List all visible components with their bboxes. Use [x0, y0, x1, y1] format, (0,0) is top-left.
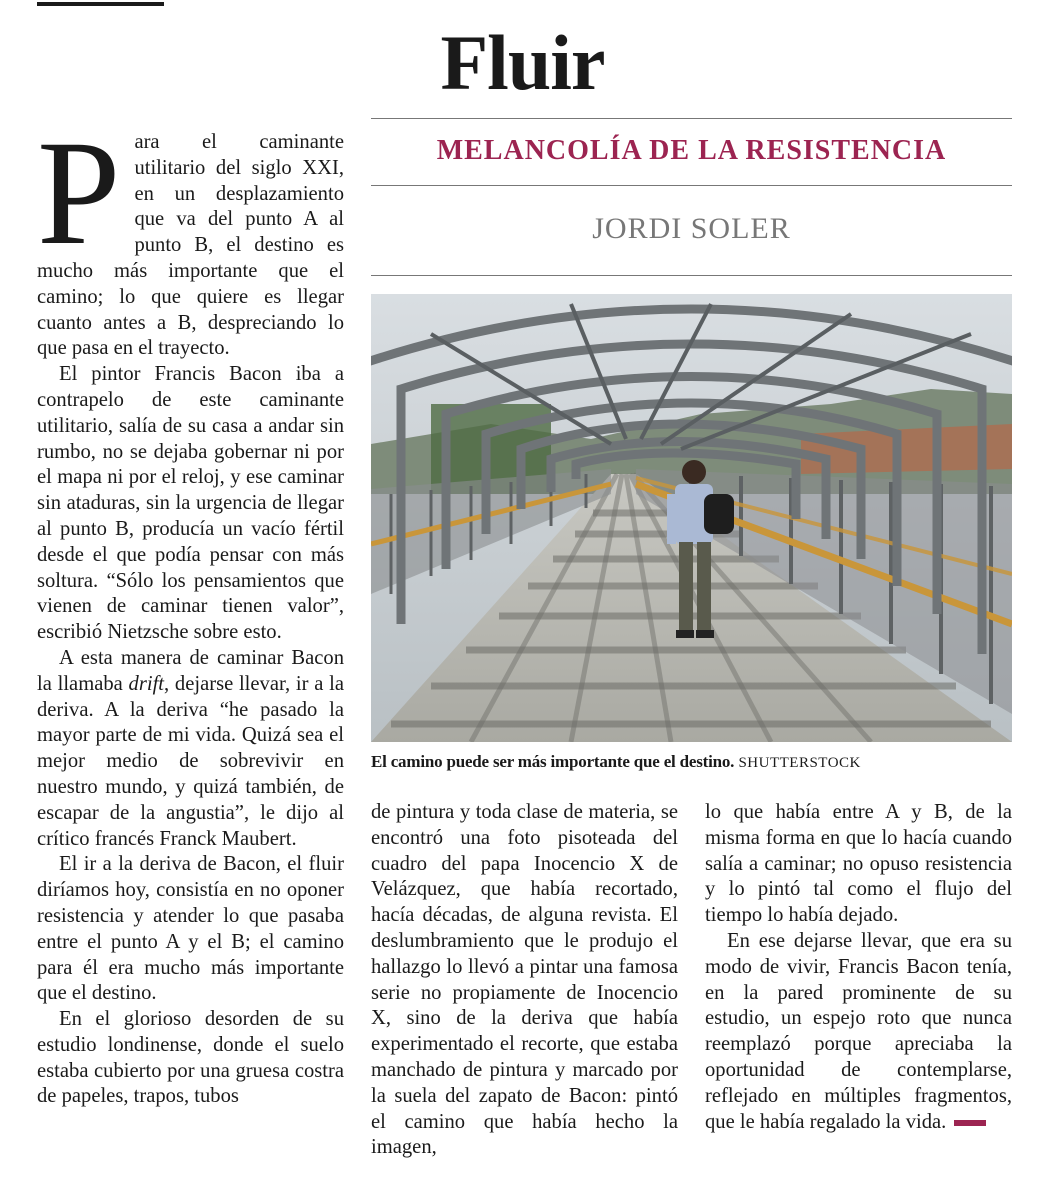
- paragraph-6: [705, 929, 1012, 1135]
- paragraph-3: [37, 646, 344, 852]
- caption-text: El camino puede ser más importante que el destino.: [371, 752, 735, 771]
- section-rule-middle: [371, 185, 1012, 186]
- paragraph-6-text: En ese dejarse llevar, que era su modo de vivir, Francis Bacon tenía, en la pared prominente de su estudio, un espejo roto que nunca reemplazó porque apreciaba la oportunidad de contemplarse, reflejado en múltiples fragmentos, que le había regalado la vida.: [705, 929, 1012, 1133]
- paragraph-1: [37, 110, 344, 362]
- paragraph-3-text-b: , dejarse llevar, ir a la deriva. A la deriva “he pasado la mayor parte de mi vida. Quizá sea el mejor medio de sobrevivir en nuestro mundo, y quizá también, de escapar de la angustia”, le dijo al crítico francés Franck Maubert.: [37, 672, 344, 850]
- article-photo: [371, 294, 1012, 742]
- author-byline: JORDI SOLER: [592, 212, 791, 245]
- headline: Fluir: [440, 19, 605, 106]
- top-rule: [37, 2, 164, 6]
- paragraph-1-text: ara el caminante utilitario del siglo XXI, en un desplazamiento que va del punto A al punto B, el destino es mucho más importante que el camino; lo que quiere es llegar cuanto antes a B, despreciando lo que pasa en el trayecto.: [37, 131, 344, 360]
- drift-term: drift: [128, 672, 165, 695]
- section-rule-top: [371, 118, 1012, 119]
- article-column-3: [705, 800, 1012, 1135]
- bridge-photo-illustration: [371, 294, 1012, 742]
- paragraph-4: El ir a la deriva de Bacon, el fluir diríamos hoy, consistía en no oponer resistencia y atender lo que pasaba entre el punto A y el B; el camino para él era mucho más importante que el destino.: [37, 853, 344, 1005]
- paragraph-2: El pintor Francis Bacon iba a contrapelo de este caminante utilitario, salía de su casa a andar sin rumbo, no se dejaba gobernar ni por el mapa ni por el reloj, y ese caminar sin ataduras, sin la urgencia de llegar al punto B, producía un vacío fértil desde el que podía pensar con más soltura. “Sólo los pensamientos que vienen de caminar tienen valor”, escribió Nietzsche sobre esto.: [37, 363, 344, 644]
- section-title: MELANCOLÍA DE LA RESISTENCIA: [436, 135, 947, 166]
- section-rule-bottom: [371, 275, 1012, 276]
- paragraph-5-end: lo que había entre A y B, de la misma forma en que lo hacía cuando salía a caminar; no opuso resistencia y lo pintó tal como el flujo del tiempo lo había dejado.: [705, 801, 1012, 927]
- photo-credit: SHUTTERSTOCK: [738, 755, 861, 771]
- paragraph-5: En el glorioso desorden de su estudio londinense, donde el suelo estaba cubierto por una gruesa costra de papeles, trapos, tubos: [37, 1008, 344, 1108]
- article-column-2: [371, 800, 678, 1161]
- photo-caption: [371, 750, 1012, 775]
- article-column-1: [37, 110, 344, 1110]
- paragraph-3-text-a: A esta manera de caminar Bacon la llamaba: [37, 646, 344, 695]
- end-mark: [954, 1120, 986, 1126]
- drop-cap: P: [37, 110, 121, 276]
- paragraph-5-continued: de pintura y toda clase de materia, se encontró una foto pisoteada del cuadro del papa Inocencio X de Velázquez, que había recortado, hacía décadas, de alguna revista. El deslumbramiento que le produjo el hallazgo lo llevó a pintar una famosa serie no propiamente de Inocencio X, sino de la deriva que había experimentado el recorte, que estaba manchado de pintura y marcado por la suela del zapato de Bacon: pintó el camino que había hecho la imagen,: [371, 801, 678, 1159]
